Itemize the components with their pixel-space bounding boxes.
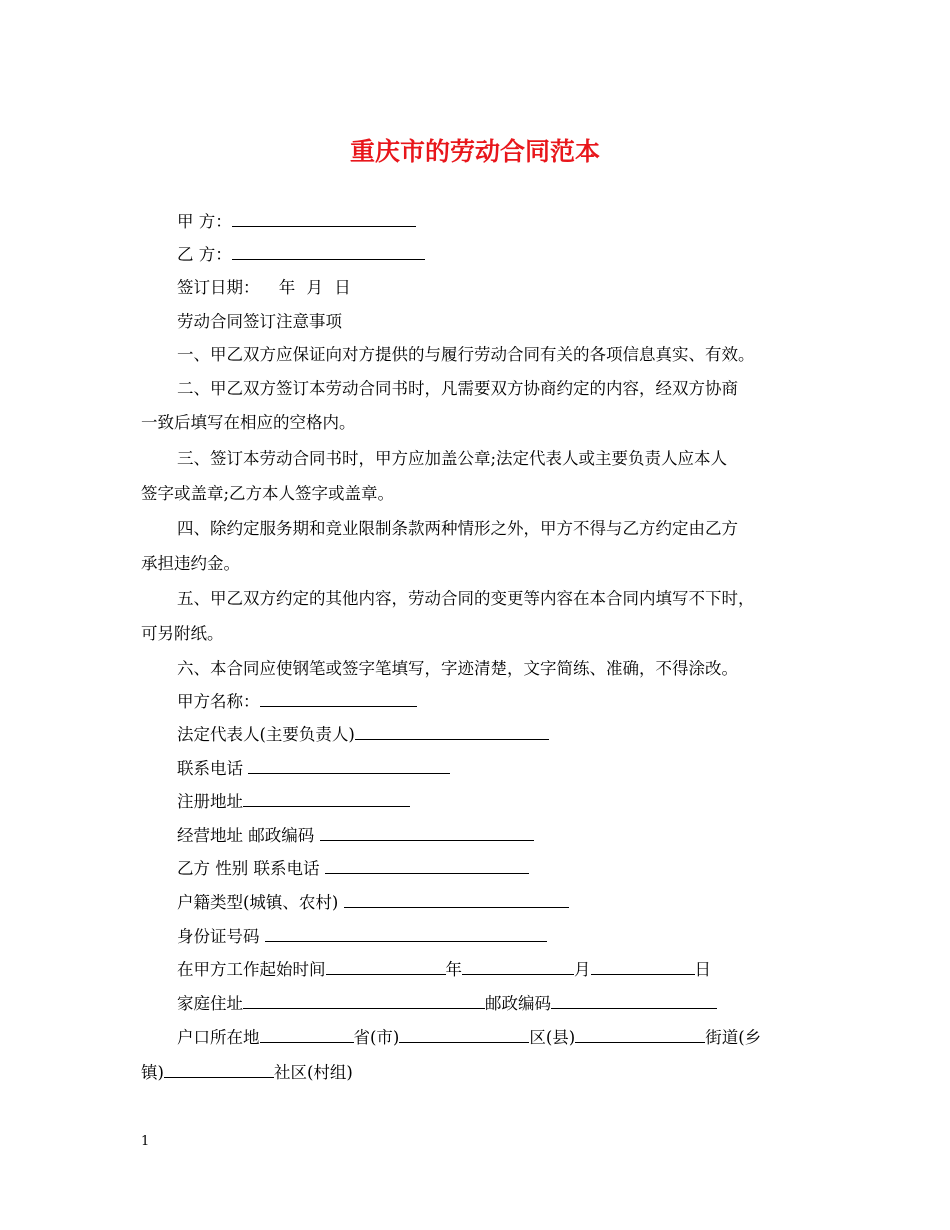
party-b-gender-label: 乙方 性别 联系电话	[177, 859, 325, 878]
street-blank[interactable]	[575, 1026, 705, 1043]
phone-blank[interactable]	[248, 757, 450, 774]
phone-line	[177, 757, 867, 781]
home-address-blank[interactable]	[243, 992, 485, 1009]
street-label: 街道(乡	[705, 1028, 762, 1047]
employer-name-blank[interactable]	[260, 690, 417, 707]
party-b-label: 乙 方：	[177, 245, 232, 264]
hukou-location-label: 户口所在地	[177, 1028, 260, 1047]
hukou-type-blank[interactable]	[344, 891, 569, 908]
sign-date-label: 签订日期：	[177, 278, 260, 297]
phone-label: 联系电话	[177, 759, 249, 778]
biz-address-label: 经营地址 邮政编码	[177, 826, 320, 845]
note-4-line-1: 四、除约定服务期和竞业限制条款两种情形之外，甲方不得与乙方约定由乙方	[177, 519, 738, 538]
party-a-blank[interactable]	[232, 210, 416, 227]
start-year-label: 年	[445, 960, 462, 979]
start-time-line	[177, 958, 867, 982]
province-label: 省(市)	[353, 1028, 400, 1047]
hukou-location-line	[177, 1026, 867, 1050]
note-2-line-2: 一致后填写在相应的空格内。	[141, 413, 356, 432]
legal-rep-line	[177, 723, 867, 747]
note-5-line-2: 可另附纸。	[141, 624, 224, 643]
note-3-line-1: 三、签订本劳动合同书时，甲方应加盖公章;法定代表人或主要负责人应本人	[177, 449, 728, 468]
party-b-gender-line	[177, 857, 867, 881]
party-b-blank[interactable]	[232, 243, 425, 260]
hukou-type-line	[177, 891, 867, 915]
biz-address-line	[177, 824, 867, 848]
start-month-label: 月	[574, 960, 591, 979]
id-number-label: 身份证号码	[177, 927, 265, 946]
community-label: 社区(村组)	[273, 1063, 353, 1082]
notes-heading: 劳动合同签订注意事项	[177, 312, 342, 331]
district-blank[interactable]	[399, 1026, 529, 1043]
biz-postal-blank[interactable]	[320, 824, 534, 841]
start-year-blank[interactable]	[326, 958, 446, 975]
id-number-blank[interactable]	[265, 925, 547, 942]
sign-date-day: 日	[334, 278, 351, 297]
note-6: 六、本合同应使钢笔或签字笔填写，字迹清楚，文字简练、准确，不得涂改。	[177, 659, 738, 678]
legal-rep-blank[interactable]	[355, 723, 549, 740]
town-label: 镇)	[141, 1063, 164, 1082]
home-address-label: 家庭住址	[177, 994, 243, 1013]
party-a-line	[177, 210, 867, 234]
start-day-label: 日	[694, 960, 711, 979]
hukou-type-label: 户籍类型(城镇、农村)	[177, 893, 344, 912]
note-1: 一、甲乙双方应保证向对方提供的与履行劳动合同有关的各项信息真实、有效。	[177, 345, 755, 364]
sign-date-month: 月	[306, 278, 323, 297]
id-number-line	[177, 925, 867, 949]
note-4-line-2: 承担违约金。	[141, 554, 240, 573]
reg-address-label: 注册地址	[177, 792, 243, 811]
start-day-blank[interactable]	[591, 958, 695, 975]
sign-date-line	[177, 276, 867, 300]
note-3-line-2: 签字或盖章;乙方本人签字或盖章。	[141, 484, 395, 503]
town-blank[interactable]	[164, 1061, 274, 1078]
document-title: 重庆市的劳动合同范本	[349, 137, 600, 166]
party-a-label: 甲 方：	[177, 212, 232, 231]
start-month-blank[interactable]	[462, 958, 574, 975]
postal-code-label: 邮政编码	[485, 994, 551, 1013]
reg-address-line	[177, 790, 867, 814]
legal-rep-label: 法定代表人(主要负责人)	[177, 725, 355, 744]
party-b-phone-blank[interactable]	[325, 857, 529, 874]
employer-name-label: 甲方名称：	[177, 692, 260, 711]
page-number: 1	[141, 1134, 150, 1149]
province-blank[interactable]	[260, 1026, 354, 1043]
sign-date-year: 年	[278, 278, 296, 297]
home-address-line	[177, 992, 867, 1016]
postal-code-blank[interactable]	[551, 992, 717, 1009]
start-time-label: 在甲方工作起始时间	[177, 960, 326, 979]
district-label: 区(县)	[529, 1028, 576, 1047]
note-5-line-1: 五、甲乙双方约定的其他内容，劳动合同的变更等内容在本合同内填写不下时，	[177, 589, 755, 608]
reg-address-blank[interactable]	[243, 790, 410, 807]
party-b-line	[177, 243, 867, 267]
note-2-line-1: 二、甲乙双方签订本劳动合同书时，凡需要双方协商约定的内容，经双方协商	[177, 379, 738, 398]
employer-name-line	[177, 690, 867, 714]
town-line	[141, 1061, 831, 1085]
